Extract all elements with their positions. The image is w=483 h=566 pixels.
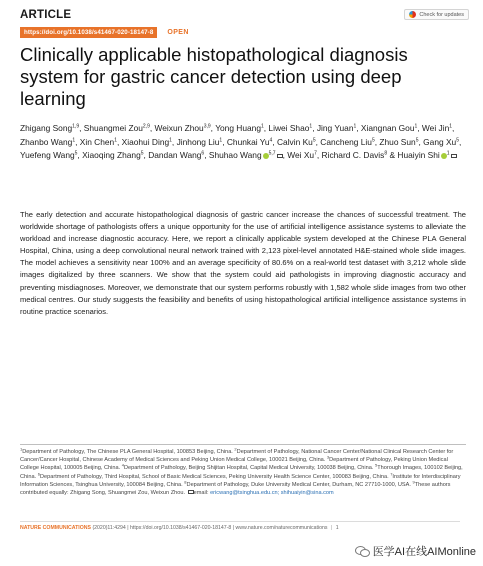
author-item[interactable] <box>227 137 272 147</box>
author-separator: , <box>263 123 269 133</box>
affiliation-text: Department of Pathology, Peking Union Medical College Hospital, 100005 Beijing, China. <box>20 457 448 472</box>
watermark-text: 医学AI在线AIMonline <box>372 546 476 558</box>
author-separator: , <box>452 123 455 133</box>
page-footer <box>20 521 460 531</box>
author-name: Shuhao Wang <box>208 150 262 161</box>
affiliation-text: Department of Pathology, Duke University Medical Center, Durham, NC 27710-1000, USA. <box>186 481 411 488</box>
author-item[interactable] <box>215 123 264 133</box>
affiliation-number: 6 <box>37 471 40 477</box>
author-item[interactable] <box>397 150 456 160</box>
author-item[interactable] <box>148 150 204 160</box>
affiliation-text: Thorough Images, 100102 Beijing, China. <box>20 465 463 480</box>
author-affiliation-sup: 1 <box>72 137 76 144</box>
author-separator: & <box>387 150 398 161</box>
author-item[interactable] <box>82 150 143 160</box>
author-affiliation-sup: 1 <box>446 150 450 157</box>
author-separator: , <box>272 136 277 147</box>
author-affiliation-sup: 3,9 <box>203 123 211 130</box>
author-separator: , <box>204 150 209 161</box>
author-affiliation-sup: 5 <box>456 137 459 144</box>
author-name: Cancheng Liu <box>320 136 372 147</box>
author-separator: , <box>79 123 84 133</box>
email-label: email: <box>193 490 209 497</box>
journal-name: NATURE COMMUNICATIONS <box>20 525 91 531</box>
affiliation-number: 1 <box>20 446 23 452</box>
author-item[interactable] <box>20 137 75 147</box>
check-for-updates-button[interactable] <box>404 9 469 20</box>
author-item[interactable] <box>317 123 356 133</box>
author-item[interactable] <box>421 123 455 133</box>
affiliation-number: 3 <box>326 454 330 460</box>
author-name: Calvin Ku <box>276 136 313 147</box>
author-item[interactable] <box>361 123 417 133</box>
author-separator: , <box>75 136 80 147</box>
author-affiliation-sup: 6 <box>201 150 205 157</box>
affiliation-text: Institute for Interdisciplinary Information Sciences, Tsinghua University, 100084 Beijing, China. <box>20 473 461 488</box>
author-separator: , <box>77 150 83 161</box>
author-affiliation-sup: 1 <box>260 123 264 130</box>
author-item[interactable] <box>177 137 223 147</box>
author-affiliation-sup: 5 <box>74 150 78 157</box>
author-affiliation-sup: 1 <box>414 123 418 130</box>
author-separator: , <box>316 150 322 161</box>
author-affiliation-sup: 8 <box>384 150 388 157</box>
watermark <box>352 542 479 560</box>
article-type-label: ARTICLE <box>20 9 72 21</box>
author-name: Richard C. Davis <box>321 150 385 161</box>
affiliation-number: 7 <box>390 471 393 477</box>
author-name: Jinhong Liu <box>176 136 220 147</box>
author-name: Xin Chen <box>79 136 115 147</box>
article-title: Clinically applicable histopathological diagnosis system for gastric cancer detection using deep learning <box>20 44 408 109</box>
author-name: Zhuo Sun <box>379 136 416 147</box>
author-affiliation-sup: 5 <box>312 137 316 144</box>
affiliation-number: 9 <box>412 479 415 485</box>
author-name: Dandan Wang <box>148 150 202 161</box>
author-name: Zhigang Song <box>20 123 73 133</box>
doi-link[interactable]: https://doi.org/10.1038/s41467-020-18147-8 <box>20 27 157 38</box>
author-separator: , <box>417 123 422 133</box>
author-name: Zhanbo Wang <box>20 136 73 147</box>
author-separator: , <box>116 136 122 147</box>
author-affiliation-sup: 1 <box>449 123 453 130</box>
author-separator: , <box>312 123 317 133</box>
doi-row <box>20 27 189 38</box>
affiliation-number: 5 <box>374 462 378 468</box>
author-separator: , <box>418 136 424 147</box>
abstract: The early detection and accurate histopathological diagnosis of gastric cancer increase the chances of successful treatment. The worldwide shortage of pathologists offers a unique opportunity for the use of artificial intelligence assistance systems to alleviate the workload and increase diagnostic accuracy. Here, we report a clinically applicable system developed at the Chinese PLA General Hospital, China, using a deep convolutional neural network trained with 2,123 pixel-level annotated H&E-stained whole slide images. The model achieves a sensitivity near 100% and an average specificity of 80.6% on a real-world test dataset with 3,212 whole slide images digitalized by three scanners. We show that the system could aid pathologists in improving diagnostic accuracy and preventing misdiagnoses. Moreover, we demonstrate that our system performs robustly with 1,582 whole slide images from two other medical centres. Our study suggests the feasibility and benefits of using histopathological artificial intelligence assistance systems in routine practice scenarios. <box>20 210 466 316</box>
author-name: Jing Yuan <box>316 123 354 133</box>
crossmark-icon <box>409 11 416 18</box>
author-item[interactable] <box>80 137 117 147</box>
author-affiliation-sup: 5 <box>415 137 419 144</box>
author-affiliation-sup: 1,9 <box>72 123 80 130</box>
citation-line: (2020)11:4294 | https://doi.org/10.1038/s41467-020-18147-8 | www.nature.com/naturecommunications <box>92 525 328 531</box>
author-affiliation-sup: 5 <box>371 137 375 144</box>
author-affiliation-sup: 5,7 <box>268 150 276 157</box>
email-icon[interactable] <box>451 154 457 159</box>
author-separator: , <box>171 136 177 147</box>
author-name: Liwei Shao <box>268 123 310 133</box>
author-name: Weixun Zhou <box>154 123 204 133</box>
author-affiliation-sup: 4 <box>269 137 273 144</box>
author-list <box>20 122 470 163</box>
author-item[interactable] <box>379 137 418 147</box>
author-affiliation-sup: 1 <box>353 123 357 130</box>
page-number: 1 <box>335 525 339 531</box>
author-item[interactable] <box>20 150 77 160</box>
author-name: Huaiyin Shi <box>397 150 440 161</box>
affiliation-text: These authors contributed equally: Zhigang Song, Shuangmei Zou, Weixun Zhou. <box>20 481 451 497</box>
wechat-icon <box>355 546 369 557</box>
author-affiliation-sup: 7 <box>314 150 317 157</box>
author-item[interactable] <box>423 136 462 147</box>
author-item[interactable] <box>322 150 388 160</box>
author-item[interactable] <box>209 150 283 160</box>
author-item[interactable] <box>84 123 150 133</box>
affiliation-text: Department of Pathology, National Cancer Center/National Clinical Research Center for Cancer/Cancer Hospital, Chinese Academy of Medical Sciences and Peking Union Medical College, 100021 Beijing, China. <box>20 449 454 464</box>
author-item[interactable] <box>268 123 312 133</box>
affiliation-text: Department of Pathology, Beijing Shijitan Hospital, Capital Medical University, 100038 Beijing, China. <box>123 465 374 472</box>
author-name: Chunkai Yu <box>226 136 270 147</box>
author-name: Xiangnan Gou <box>360 123 415 133</box>
author-separator: , <box>356 123 361 133</box>
affiliation-text: Department of Pathology, Third Hospital, School of Basic Medical Sciences, Peking University Health Science Center, 100083 Beijing, China. <box>39 473 389 480</box>
author-item[interactable] <box>287 150 317 160</box>
author-name: Xiaoqing Zhang <box>82 150 141 161</box>
author-separator: , <box>222 136 227 147</box>
contact-emails[interactable]: ericwang@tsinghua.edu.cn; shihuaiyin@sina.com <box>210 490 334 497</box>
author-affiliation-sup: 1 <box>169 137 172 144</box>
open-access-tag: OPEN <box>167 29 189 36</box>
footer-separator: | <box>330 525 333 531</box>
author-item[interactable] <box>155 123 211 133</box>
author-name: Wei Xu <box>287 150 315 161</box>
author-name: Gang Xu <box>423 136 457 147</box>
author-separator: , <box>210 123 216 133</box>
author-affiliation-sup: 1 <box>309 123 313 130</box>
author-separator: , <box>459 136 462 147</box>
affiliation-number: 2 <box>234 446 237 452</box>
author-name: Xiaohui Ding <box>121 136 170 147</box>
author-item[interactable] <box>122 137 172 147</box>
author-separator: , <box>143 150 149 161</box>
author-separator: , <box>149 123 155 133</box>
author-name: Shuangmei Zou <box>83 123 143 133</box>
affiliations <box>20 448 468 497</box>
author-affiliation-sup: 5 <box>140 150 144 157</box>
footnote-divider <box>20 444 466 445</box>
author-separator: , <box>315 136 321 147</box>
affiliation-number: 4 <box>121 462 124 468</box>
affiliation-text: Department of Pathology, The Chinese PLA General Hospital, 100853 Beijing, China. <box>22 449 233 455</box>
author-affiliation-sup: 1 <box>219 137 223 144</box>
author-item[interactable] <box>277 137 316 147</box>
author-name: Yong Huang <box>215 123 261 133</box>
author-affiliation-sup: 1 <box>114 137 117 144</box>
author-separator: , <box>374 136 380 147</box>
author-item[interactable] <box>20 123 79 133</box>
author-separator: , <box>282 150 288 161</box>
author-name: Yuefeng Wang <box>20 150 75 161</box>
affiliation-number: 8 <box>184 479 187 485</box>
check-for-updates-label: Check for updates <box>419 11 464 18</box>
author-item[interactable] <box>320 137 374 147</box>
author-name: Wei Jin <box>421 123 450 133</box>
author-affiliation-sup: 2,9 <box>142 123 150 130</box>
